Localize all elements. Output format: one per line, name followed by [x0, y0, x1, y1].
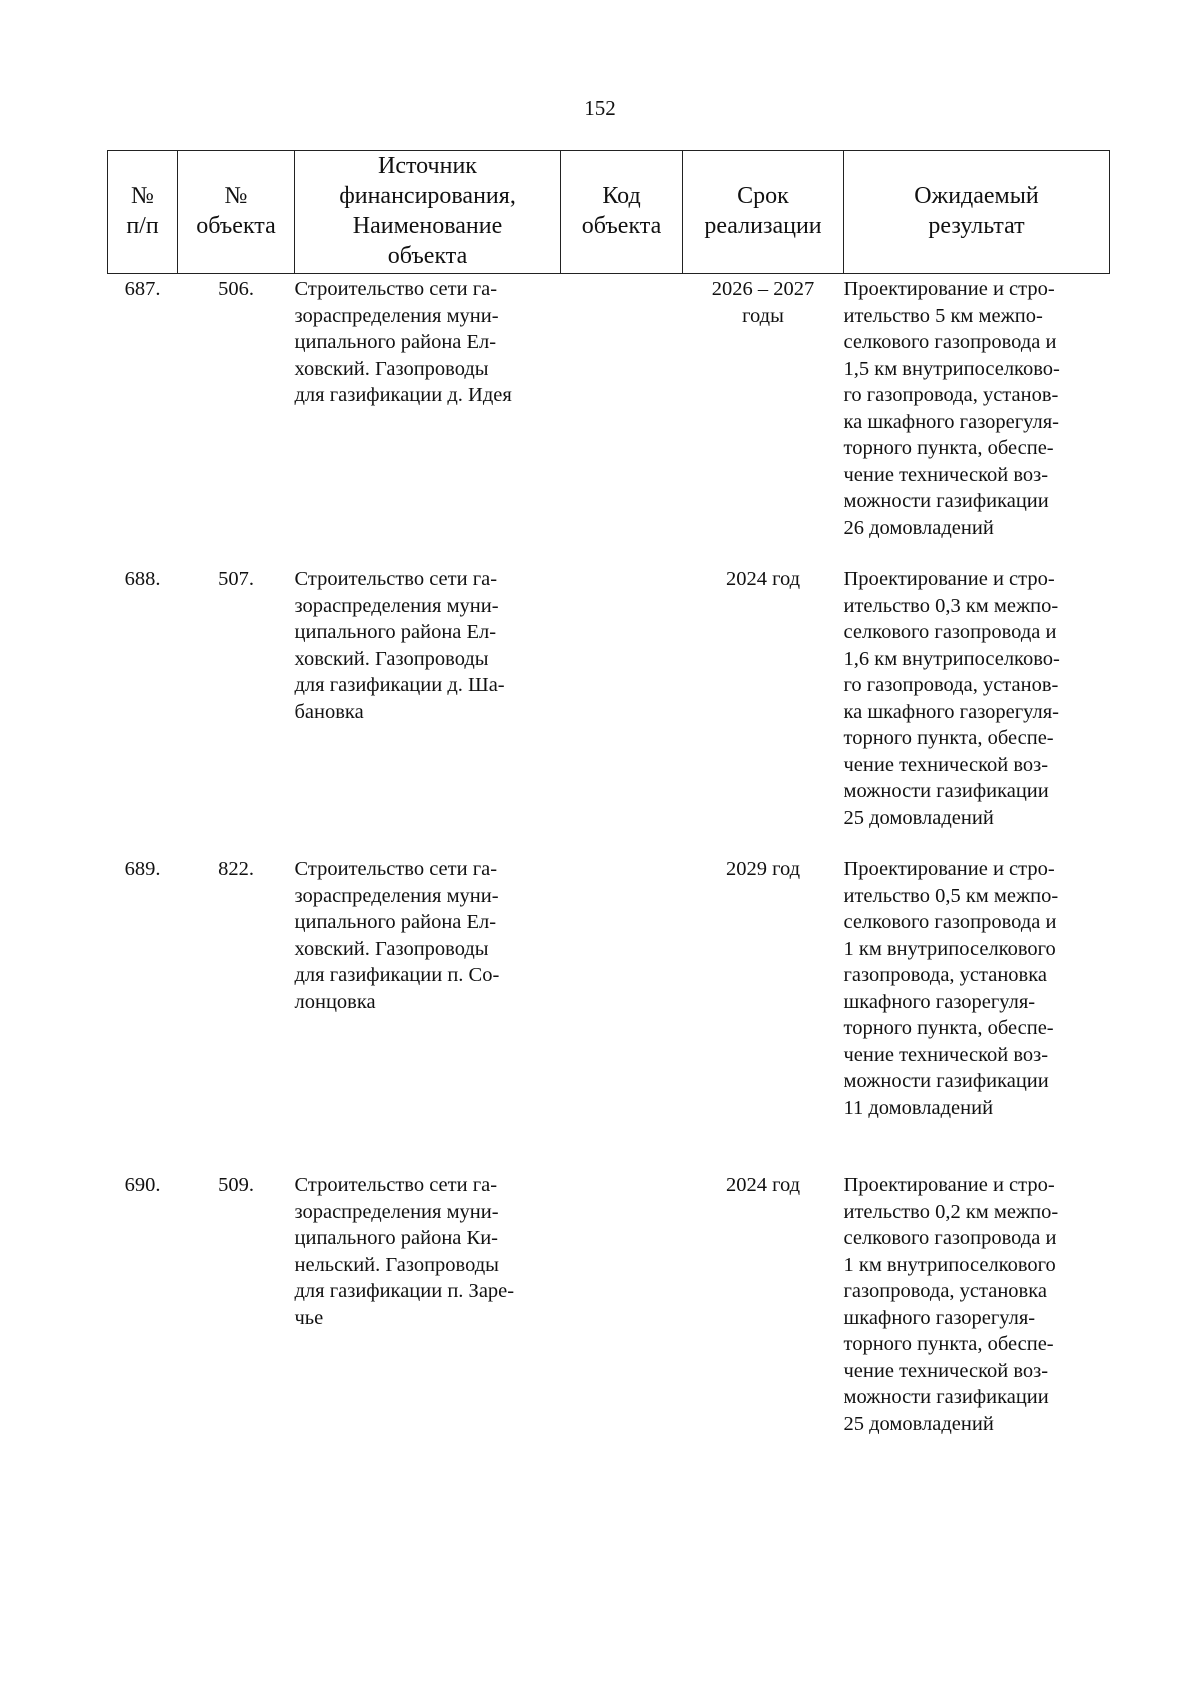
expected-result: Проектирование и стро- ительство 0,3 км межпо- селкового газопровода и 1,6 км внутрипоселково- го газопровода, установ- ка шкафного газорегуля- торного пункта, обеспе- чение технической воз- можности газификации 25 домовладений: [843, 568, 1060, 829]
expected-result: Проектирование и стро- ительство 0,5 км межпо- селкового газопровода и 1 км внутрипоселкового газопровода, установка шкафного газорегуля- торного пункта, обеспе- чение технической воз- можности газификации 11 домовладений: [843, 858, 1059, 1119]
header-row-number: № п/п: [108, 151, 178, 274]
object-number: 509.: [218, 1174, 254, 1196]
object-code: [561, 566, 683, 856]
header-term: Срок реализации: [683, 151, 844, 274]
header-object-number: № объекта: [178, 151, 295, 274]
implementation-term: 2024 год: [725, 568, 801, 590]
object-code: [561, 1172, 683, 1462]
object-code: [561, 274, 683, 567]
object-number: 507.: [218, 568, 254, 590]
object-name: Строительство сети га- зораспределения муни- ципального района Ел- ховский. Газопроводы для газификации д. Ша- бановка: [294, 568, 505, 723]
implementation-term: 2029 год: [725, 858, 801, 880]
table-header-row: [108, 151, 1110, 274]
implementation-term: 2026 – 2027 годы: [711, 278, 815, 327]
header-expected-result: Ожидаемый результат: [844, 151, 1110, 274]
object-number: 506.: [218, 278, 254, 300]
row-number: 688.: [124, 568, 161, 590]
row-number: 687.: [124, 278, 161, 300]
object-name: Строительство сети га- зораспределения муни- ципального района Ел- ховский. Газопроводы для газификации д. Идея: [294, 278, 512, 406]
page-number: 152: [584, 96, 616, 120]
row-number: 690.: [124, 1174, 161, 1196]
table-row: [108, 856, 1110, 1172]
header-funding-source: Источник финансирования, Наименование объекта: [295, 151, 561, 274]
object-code: [561, 856, 683, 1172]
table-row: [108, 274, 1110, 567]
object-name: Строительство сети га- зораспределения муни- ципального района Ки- нельский. Газопроводы для газификации п. Заре- чье: [294, 1174, 515, 1329]
implementation-term: 2024 год: [725, 1174, 801, 1196]
row-number: 689.: [124, 858, 161, 880]
object-name: Строительство сети га- зораспределения муни- ципального района Ел- ховский. Газопроводы для газификации п. Со- лонцовка: [294, 858, 500, 1013]
expected-result: Проектирование и стро- ительство 0,2 км межпо- селкового газопровода и 1 км внутрипоселкового газопровода, установка шкафного газорегуля- торного пункта, обеспе- чение технической воз- можности газификации 25 домовладений: [843, 1174, 1059, 1435]
projects-table: [107, 150, 1110, 1462]
expected-result: Проектирование и стро- ительство 5 км межпо- селкового газопровода и 1,5 км внутрипоселково- го газопровода, установ- ка шкафного газорегуля- торного пункта, обеспе- чение технической воз- можности газификации 26 домовладений: [843, 278, 1060, 539]
object-number: 822.: [218, 858, 254, 880]
table-row: [108, 566, 1110, 856]
header-object-code: Код объекта: [561, 151, 683, 274]
table-row: [108, 1172, 1110, 1462]
